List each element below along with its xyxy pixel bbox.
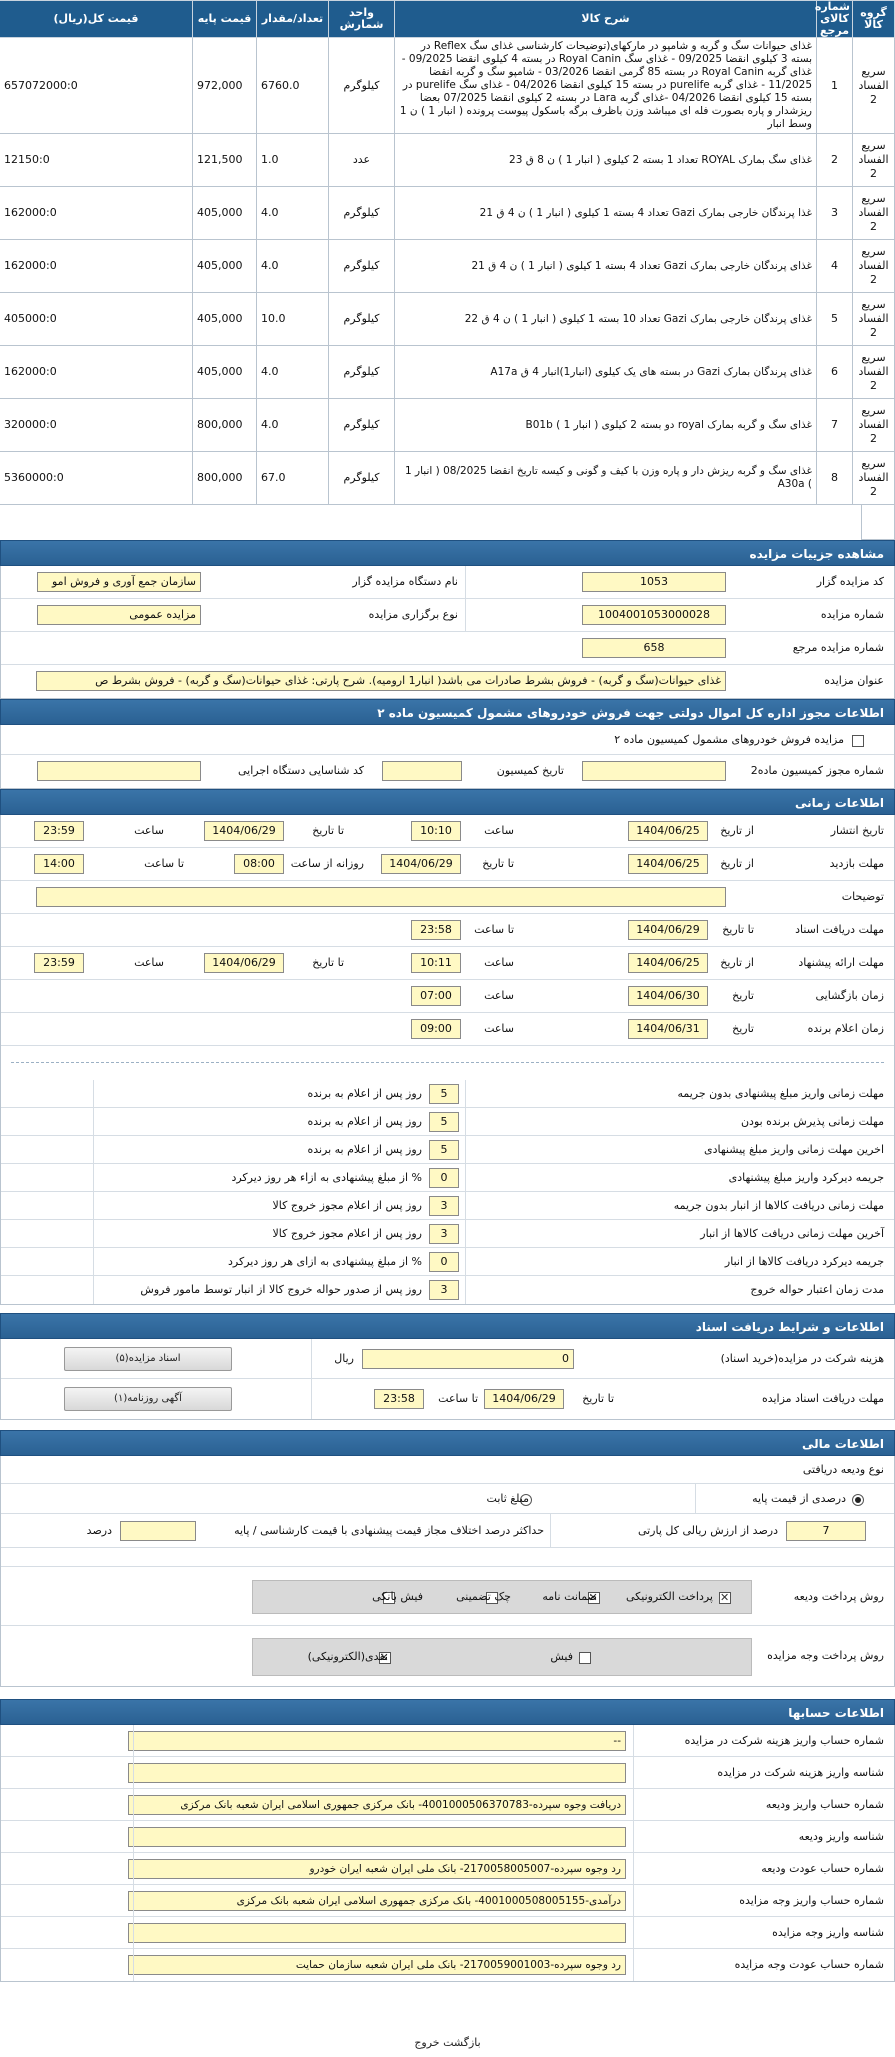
price-receipt-label: فیش: [550, 1650, 573, 1663]
deadline-input[interactable]: 5: [429, 1084, 459, 1104]
cell-group: سریع الفساد 2: [853, 240, 895, 293]
winner-date-input[interactable]: 1404/06/31: [628, 1019, 708, 1039]
cell-total-price: 405000:0: [0, 293, 193, 346]
subject-input[interactable]: غذای حیوانات(سگ و گربه) - فروش بشرط صادرات می باشد( انبار1 ارومیه). شرح پارتی: غذای حیوانات(سگ و گربه) - فروش بشرط ص: [36, 671, 726, 691]
opening-date-input[interactable]: 1404/06/30: [628, 986, 708, 1006]
col-qty: تعداد/مقدار: [257, 1, 329, 38]
docs-deadline-time-label: تا ساعت: [438, 1392, 478, 1405]
details-row-code: [1, 566, 894, 599]
deadline-label: جریمه دیرکرد دریافت کالاها از انبار: [724, 1255, 884, 1268]
publish-label: تاریخ انتشار: [830, 824, 884, 837]
cell-total-price: 12150:0: [0, 134, 193, 187]
deadline-input[interactable]: 3: [429, 1196, 459, 1216]
deadline-input[interactable]: 0: [429, 1252, 459, 1272]
deadline-suffix: روز پس از اعلام مجوز خروج کالا: [272, 1199, 422, 1212]
timing-spacer: [1, 1046, 894, 1080]
fee-currency: ریال: [334, 1352, 354, 1365]
cell-qty: 1.0: [257, 134, 329, 187]
org-input[interactable]: سازمان جمع آوری و فروش امو: [37, 572, 201, 592]
price-method-box: [252, 1638, 752, 1676]
cell-total-price: 5360000:0: [0, 452, 193, 505]
col-base-price: قیمت پایه: [193, 1, 257, 38]
account-label: شماره حساب عودت ودیعه: [761, 1862, 884, 1875]
pay-electronic-label: پرداخت الکترونیکی: [626, 1590, 713, 1603]
deadline-row: [1, 1136, 894, 1164]
deadlines-list: [1, 1080, 894, 1304]
deadline-label: مهلت زمانی واریز مبلغ پیشنهادی بدون جریمه: [677, 1087, 884, 1100]
pay-method-label: روش پرداخت ودیعه: [793, 1590, 884, 1603]
max-diff-percent: درصد: [86, 1524, 112, 1537]
permit-row-fields: [1, 755, 894, 788]
table-row: [0, 293, 895, 346]
cell-unit: کیلوگرم: [329, 399, 395, 452]
table-row: [0, 38, 895, 134]
account-label: شماره حساب واریز ودیعه: [765, 1798, 884, 1811]
deadline-input[interactable]: 5: [429, 1112, 459, 1132]
code-input[interactable]: 1053: [582, 572, 726, 592]
publish-from-label: از تاریخ: [720, 824, 754, 837]
docs-deadline-label: مهلت دریافت اسناد: [795, 923, 884, 936]
timing-row-visit: [1, 848, 894, 881]
price-cash-label: نقدی(الکترونیکی): [307, 1650, 388, 1663]
cell-group: سریع الفساد 2: [853, 293, 895, 346]
cell-group: سریع الفساد 2: [853, 187, 895, 240]
col-description: شرح کالا: [395, 1, 817, 38]
table-row: [0, 346, 895, 399]
number-label: شماره مزایده: [820, 608, 884, 621]
number-input[interactable]: 1004001053000028: [582, 605, 726, 625]
account-label: شماره حساب واریز هزینه شرکت در مزایده: [684, 1734, 884, 1747]
table-spacer: [0, 505, 895, 540]
publish-to-input[interactable]: 1404/06/29: [204, 821, 284, 841]
timing-panel: [0, 815, 895, 1305]
visit-label: مهلت بازدید: [829, 857, 884, 870]
col-ref-number: شماره کالای مرجع: [817, 1, 853, 38]
deadline-suffix: % از مبلغ پیشنهادی به ازاء هر روز دیرکرد: [231, 1171, 422, 1184]
cell-total-price: 657072000:0: [0, 38, 193, 134]
account-label: شناسه واریز هزینه شرکت در مزایده: [717, 1766, 884, 1779]
finance-row-price-method: [1, 1626, 894, 1686]
cell-qty: 4.0: [257, 399, 329, 452]
permit-checkbox-label: مزایده فروش خودروهای مشمول کمیسیون ماده ۲: [614, 733, 844, 746]
notes-input[interactable]: [36, 887, 726, 907]
fixed-option-label: مبلغ ثابت: [486, 1492, 529, 1505]
deadline-label: آخرین مهلت زمانی دریافت کالاها از انبار: [700, 1227, 884, 1240]
price-receipt-checkbox[interactable]: [579, 1652, 591, 1664]
offer-from-input[interactable]: 1404/06/25: [628, 953, 708, 973]
deadline-suffix: روز پس از صدور حواله خروج کالا از انبار توسط مامور فروش: [140, 1283, 422, 1296]
pay-electronic-checkbox[interactable]: [719, 1592, 731, 1604]
pay-method-box: [252, 1580, 752, 1614]
cell-description: غذای سگ و گربه بمارک royal دو بسته 2 کیلوی ( انبار 1 ) B01b: [395, 399, 817, 452]
cell-unit: کیلوگرم: [329, 293, 395, 346]
timing-row-publish: [1, 815, 894, 848]
opening-time-label: ساعت: [484, 989, 514, 1002]
cell-number: 8: [817, 452, 853, 505]
offer-to-input[interactable]: 1404/06/29: [204, 953, 284, 973]
table-row: [0, 240, 895, 293]
visit-to-input[interactable]: 1404/06/29: [381, 854, 461, 874]
permit-row-checkbox: [1, 725, 894, 755]
section-timing-header: اطلاعات زمانی: [0, 789, 895, 815]
account-input[interactable]: رد وجوه سپرده-2170058005007- بانک ملی ایران شعبه ایران خودرو: [128, 1859, 626, 1879]
account-row: [1, 1885, 894, 1917]
cell-base-price: 405,000: [193, 346, 257, 399]
cell-unit: کیلوگرم: [329, 240, 395, 293]
cell-number: 2: [817, 134, 853, 187]
account-input[interactable]: [128, 1827, 626, 1847]
publish-from-input[interactable]: 1404/06/25: [628, 821, 708, 841]
permit-checkbox[interactable]: [852, 735, 864, 747]
section-docs-header: اطلاعات و شرایط دریافت اسناد: [0, 1313, 895, 1339]
section-accounts-header: اطلاعات حسابها: [0, 1699, 895, 1725]
details-row-ref: [1, 632, 894, 665]
deadline-suffix: روز پس از اعلام به برنده: [307, 1115, 422, 1128]
visit-time-to-input[interactable]: 14:00: [34, 854, 84, 874]
offer-label: مهلت ارائه پیشنهاد: [798, 956, 884, 969]
cell-qty: 67.0: [257, 452, 329, 505]
section-finance-header: اطلاعات مالی: [0, 1430, 895, 1456]
cell-group: سریع الفساد 2: [853, 134, 895, 187]
deadline-row: [1, 1164, 894, 1192]
account-label: شناسه واریز ودیعه: [798, 1830, 884, 1843]
winner-time-input[interactable]: 09:00: [411, 1019, 461, 1039]
publish-time-label: ساعت: [484, 824, 514, 837]
items-table: [0, 0, 895, 505]
docs-to-label: تا تاریخ: [722, 923, 754, 936]
visit-to-label: تا تاریخ: [482, 857, 514, 870]
exec-id-label: کد شناسایی دستگاه اجرایی: [237, 764, 364, 777]
deadline-row: [1, 1276, 894, 1304]
ref-label: شماره مزایده مرجع: [792, 641, 884, 654]
details-row-number: [1, 599, 894, 632]
table-row: [0, 399, 895, 452]
account-row: [1, 1853, 894, 1885]
deadline-label: جریمه دیرکرد واریز مبلغ پیشنهادی: [728, 1171, 884, 1184]
back-link[interactable]: بازگشت خروج: [414, 2036, 481, 2049]
deadline-input[interactable]: 3: [429, 1224, 459, 1244]
subject-label: عنوان مزایده: [824, 674, 884, 687]
timing-row-opening: [1, 980, 894, 1013]
cell-qty: 4.0: [257, 346, 329, 399]
publish-to-label: تا تاریخ: [312, 824, 344, 837]
cell-unit: کیلوگرم: [329, 187, 395, 240]
docs-to-input[interactable]: 1404/06/29: [628, 920, 708, 940]
offer-to-time-label: ساعت: [134, 956, 164, 969]
cell-total-price: 162000:0: [0, 240, 193, 293]
pay-receipt-label: فیش بانکی: [372, 1590, 423, 1603]
account-input[interactable]: رد وجوه سپرده-2170059001003- بانک ملی ایران شعبه سازمان حمایت: [128, 1955, 626, 1975]
max-diff-input[interactable]: [120, 1521, 196, 1541]
finance-row-deposit-type: [1, 1456, 894, 1484]
cell-base-price: 972,000: [193, 38, 257, 134]
docs-time-input[interactable]: 23:58: [411, 920, 461, 940]
cell-description: غذای سگ و گربه ریزش دار و پاره وزن با کیف و گونی و کیسه تاریخ انقضا 08/2025 ( انبار 1 ) A30a: [395, 452, 817, 505]
col-unit: واحد شمارش: [329, 1, 395, 38]
publish-time-input[interactable]: 10:10: [411, 821, 461, 841]
deadline-input[interactable]: 5: [429, 1140, 459, 1160]
cell-number: 5: [817, 293, 853, 346]
visit-to-time-label: تا ساعت: [144, 857, 184, 870]
cell-total-price: 320000:0: [0, 399, 193, 452]
finance-row-percent: [1, 1514, 894, 1548]
type-input[interactable]: مزایده عمومی: [37, 605, 201, 625]
deadline-label: مهلت زمانی پذیرش برنده بودن: [740, 1115, 884, 1128]
docs-deadline-time[interactable]: 23:58: [374, 1389, 424, 1409]
cell-unit: کیلوگرم: [329, 38, 395, 134]
col-total-price: قیمت کل(ریال): [0, 1, 193, 38]
account-row: [1, 1949, 894, 1981]
permit-no-label: شماره مجوز کمیسیون ماده2: [750, 764, 884, 777]
account-label: شماره حساب واریز وجه مزایده: [739, 1894, 884, 1907]
section-details-header: مشاهده جزییات مزایده: [0, 540, 895, 566]
deadline-suffix: روز پس از اعلام به برنده: [307, 1087, 422, 1100]
pay-guarantee-label: ضمانت نامه: [542, 1590, 597, 1603]
finance-row-pay-method: [1, 1566, 894, 1626]
cell-base-price: 121,500: [193, 134, 257, 187]
timing-row-offer: [1, 947, 894, 980]
winner-time-label: ساعت: [484, 1022, 514, 1035]
deadline-input[interactable]: 0: [429, 1168, 459, 1188]
commission-date-input[interactable]: [382, 761, 462, 781]
account-input[interactable]: درآمدی-4001000508005155- بانک مرکزی جمهوری اسلامی ایران شعبه بانک مرکزی: [128, 1891, 626, 1911]
cell-base-price: 800,000: [193, 399, 257, 452]
cell-qty: 10.0: [257, 293, 329, 346]
cell-description: غذای حیوانات سگ و گربه و شامپو در مارکهای(توضیحات کارشناسی غذای سگ Reflex در بسته 3 کیلوی انقضا 09/2025 - غذای سگ Royal Canin در بسته 4 کیلوی انقضا 09/2025 - غذای گربه Royal Canin در بسته 85 گرمی انقضا 03/2026 - شامپو سگ و گربه انقضا 11/2025 - غذای گربه purelife در بسته 15 کیلوی انقضا 04/2026 - غذای سگ purelife در بسته 15 کیلوی انقضا 04/2026 -غذای گربه Lara در بسته 2 کیلوی انقضا 07/2025 بعضا ریزشدار و پاره بصورت فله ای میباشد وزن باظرف برگه باسکول پیوست پرونده ( انبار 1 ) ن 1 وسط انبار: [395, 38, 817, 134]
type-label: نوع برگزاری مزایده: [368, 608, 458, 621]
col-group: گروه کالا: [853, 1, 895, 38]
ref-input[interactable]: 658: [582, 638, 726, 658]
deadline-row: [1, 1220, 894, 1248]
offer-time-input[interactable]: 10:11: [411, 953, 461, 973]
opening-time-input[interactable]: 07:00: [411, 986, 461, 1006]
percent-text: درصد از ارزش ریالی کل پارتی: [637, 1524, 778, 1537]
max-diff-label: حداکثر درصد اختلاف مجاز قیمت پیشنهادی با قیمت کارشناسی / پایه: [234, 1524, 544, 1537]
accounts-panel: [0, 1725, 895, 1982]
opening-label: زمان بازگشایی: [815, 989, 884, 1002]
org-label: نام دستگاه مزایده گزار: [352, 575, 458, 588]
cell-base-price: 405,000: [193, 240, 257, 293]
account-label: شناسه واریز وجه مزایده: [772, 1926, 884, 1939]
cell-base-price: 405,000: [193, 293, 257, 346]
visit-time-from-input[interactable]: 08:00: [234, 854, 284, 874]
docs-download-button[interactable]: اسناد مزایده(۵): [64, 1347, 232, 1371]
table-header-row: [0, 1, 895, 38]
account-input[interactable]: [128, 1923, 626, 1943]
account-row: [1, 1821, 894, 1853]
publish-to-time-input[interactable]: 23:59: [34, 821, 84, 841]
code-label: کد مزایده گزار: [816, 575, 884, 588]
account-label: شماره حساب عودت وجه مزایده: [734, 1958, 884, 1971]
price-method-label: روش پرداخت وجه مزایده: [767, 1649, 884, 1662]
cell-group: سریع الفساد 2: [853, 452, 895, 505]
offer-to-time-input[interactable]: 23:59: [34, 953, 84, 973]
notes-label: توضیحات: [841, 890, 884, 903]
visit-from-input[interactable]: 1404/06/25: [628, 854, 708, 874]
cell-number: 3: [817, 187, 853, 240]
deadline-input[interactable]: 3: [429, 1280, 459, 1300]
details-row-subject: [1, 665, 894, 698]
visit-from-label: از تاریخ: [720, 857, 754, 870]
cell-group: سریع الفساد 2: [853, 38, 895, 134]
docs-time-label: تا ساعت: [474, 923, 514, 936]
account-row: [1, 1725, 894, 1757]
table-row: [0, 187, 895, 240]
pay-cheque-label: چک تضمینی: [456, 1590, 511, 1603]
account-input[interactable]: --: [128, 1731, 626, 1751]
deadline-label: مدت زمان اعتبار حواله خروج: [750, 1283, 884, 1296]
table-row: [0, 452, 895, 505]
docs-row-fee: [1, 1339, 894, 1379]
account-row: [1, 1789, 894, 1821]
cell-description: غذای سگ بمارک ROYAL تعداد 1 بسته 2 کیلوی ( انبار 1 ) ن 8 ق 23: [395, 134, 817, 187]
cell-number: 6: [817, 346, 853, 399]
cell-total-price: 162000:0: [0, 187, 193, 240]
cell-unit: کیلوگرم: [329, 452, 395, 505]
timing-row-winner: [1, 1013, 894, 1046]
deposit-type-label: نوع ودیعه دریافتی: [802, 1463, 884, 1476]
deadline-label: مهلت زمانی دریافت کالاها از انبار بدون جریمه: [673, 1199, 884, 1212]
cell-qty: 4.0: [257, 240, 329, 293]
deadline-row: [1, 1192, 894, 1220]
deadline-suffix: روز پس از اعلام به برنده: [307, 1143, 422, 1156]
exec-id-input[interactable]: [37, 761, 201, 781]
cell-group: سریع الفساد 2: [853, 399, 895, 452]
finance-spacer: [1, 1548, 894, 1566]
cell-group: سریع الفساد 2: [853, 346, 895, 399]
cell-description: غذای پرندگان خارجی بمارک Gazi تعداد 4 بسته 1 کیلوی ( انبار 1 ) ن 4 ق 21: [395, 240, 817, 293]
offer-to-label: تا تاریخ: [312, 956, 344, 969]
permit-panel: [0, 725, 895, 789]
cell-base-price: 800,000: [193, 452, 257, 505]
deadline-label: اخرین مهلت زمانی واریز مبلغ پیشنهادی: [704, 1143, 884, 1156]
percent-option-label: درصدی از قیمت پایه: [752, 1492, 846, 1505]
newspaper-ad-button[interactable]: آگهی روزنامه(۱): [64, 1387, 232, 1411]
account-input[interactable]: دریافت وجوه سپرده-4001000506370783- بانک مرکزی جمهوری اسلامی ایران شعبه بانک مرکزی: [128, 1795, 626, 1815]
section-permit-header: اطلاعات مجوز اداره کل اموال دولتی جهت فروش خودروهای مشمول کمیسیون ماده ۲: [0, 699, 895, 725]
cell-unit: کیلوگرم: [329, 346, 395, 399]
cell-unit: عدد: [329, 134, 395, 187]
table-row: [0, 134, 895, 187]
permit-no-input[interactable]: [582, 761, 726, 781]
docs-deadline-date[interactable]: 1404/06/29: [484, 1389, 564, 1409]
winner-date-label: تاریخ: [732, 1022, 754, 1035]
deadline-row: [1, 1108, 894, 1136]
fee-label: هزینه شرکت در مزایده(خرید اسناد): [720, 1352, 884, 1365]
cell-qty: 6760.0: [257, 38, 329, 134]
deadline-suffix: % از مبلغ پیشنهادی به ازای هر روز دیرکرد: [228, 1255, 422, 1268]
winner-label: زمان اعلام برنده: [807, 1022, 884, 1035]
commission-date-label: تاریخ کمیسیون: [496, 764, 564, 777]
cell-total-price: 162000:0: [0, 346, 193, 399]
account-row: [1, 1757, 894, 1789]
details-panel: [0, 566, 895, 699]
cell-description: غذا پرندگان خارجی بمارک Gazi تعداد 4 بسته 1 کیلوی ( انبار 1 ) ن 4 ق 21: [395, 187, 817, 240]
cell-description: غذای پرندگان خارجی بمارک Gazi تعداد 10 بسته 1 کیلوی ( انبار 1 ) ن 4 ق 22: [395, 293, 817, 346]
finance-row-options: [1, 1484, 894, 1514]
deadline-suffix: روز پس از اعلام مجوز خروج کالا: [272, 1227, 422, 1240]
fee-input[interactable]: 0: [362, 1349, 574, 1369]
cell-description: غذای پرندگان بمارک Gazi در بسته های یک کیلوی (انبار1)انبار 4 ق A17a: [395, 346, 817, 399]
account-row: [1, 1917, 894, 1949]
deadline-row: [1, 1080, 894, 1108]
percent-input[interactable]: 7: [786, 1521, 866, 1541]
percent-radio[interactable]: [852, 1494, 864, 1506]
docs-deadline-label2: مهلت دریافت اسناد مزایده: [761, 1392, 884, 1405]
opening-date-label: تاریخ: [732, 989, 754, 1002]
offer-from-label: از تاریخ: [720, 956, 754, 969]
cell-number: 1: [817, 38, 853, 134]
account-input[interactable]: [128, 1763, 626, 1783]
deadline-row: [1, 1248, 894, 1276]
cell-qty: 4.0: [257, 187, 329, 240]
finance-panel: [0, 1456, 895, 1687]
timing-row-docs: [1, 914, 894, 947]
timing-row-notes: [1, 881, 894, 914]
cell-base-price: 405,000: [193, 187, 257, 240]
cell-number: 4: [817, 240, 853, 293]
cell-number: 7: [817, 399, 853, 452]
visit-daily-label: روزانه از ساعت: [290, 857, 364, 870]
docs-panel: [0, 1339, 895, 1420]
publish-to-time-label: ساعت: [134, 824, 164, 837]
offer-time-label: ساعت: [484, 956, 514, 969]
docs-row-deadline: [1, 1379, 894, 1419]
docs-deadline-to-label: تا تاریخ: [582, 1392, 614, 1405]
